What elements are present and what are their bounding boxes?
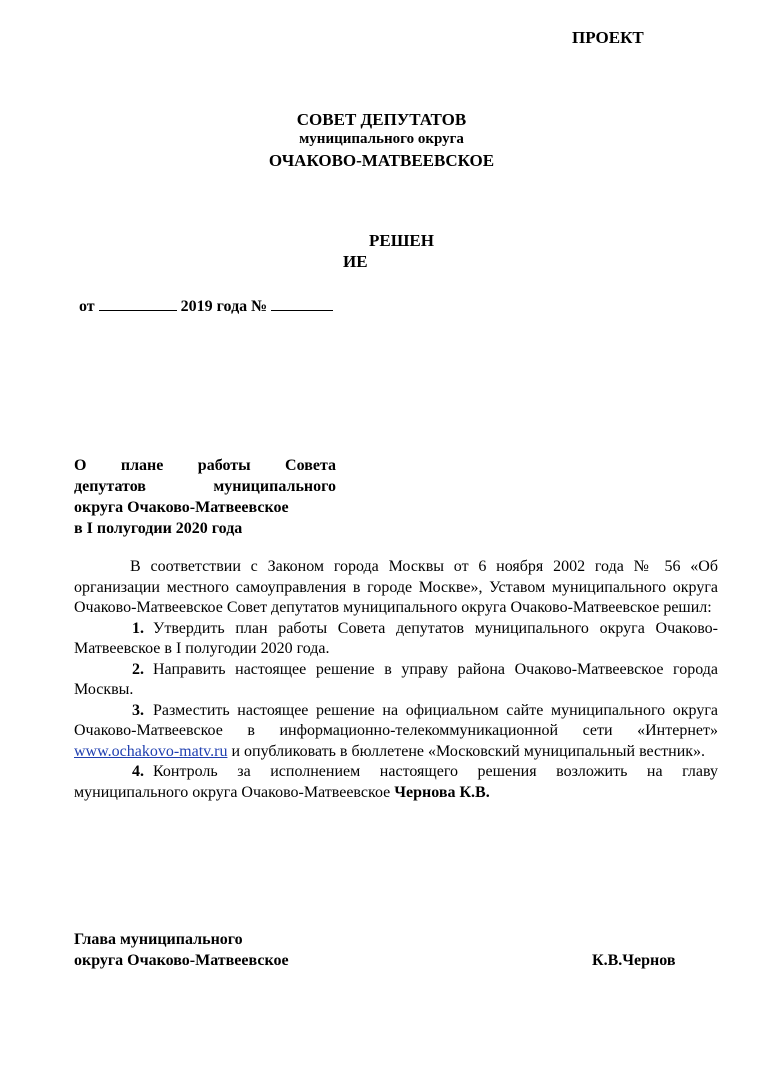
signature-district: округа Очаково-Матвеевское [74, 952, 289, 969]
decision-body [74, 557, 718, 803]
subject-line: округа Очаково-Матвеевское [74, 499, 289, 516]
council-title: СОВЕТ ДЕПУТАТОВ [296, 110, 467, 129]
intro-paragraph: В соответствии с Законом города Москвы от 6 ноября 2002 года № 56 «Об организации местного самоуправления в городе Москве», Уставом муниципального округа Очаково-Матвеевское Совет депутатов муниципального округа Очаково-Матвеевское решил: [74, 558, 718, 616]
subject-line: депутатов муниципального [74, 478, 336, 495]
decision-title-part1: РЕШЕН [369, 231, 434, 250]
council-district: ОЧАКОВО-МАТВЕЕВСКОЕ [268, 151, 495, 170]
item-text: Направить настоящее решение в управу района Очаково-Матвеевское города Москвы. [74, 660, 718, 698]
date-blank [99, 296, 177, 311]
responsible-person: Чернова К.В. [394, 783, 490, 801]
subject-line: в I полугодии 2020 года [74, 520, 243, 537]
list-item [74, 660, 718, 701]
signature-title: Глава муниципального [74, 931, 243, 948]
item-text: Контроль за исполнением настоящего решения возложить на главу муниципального округа Очаково-Матвеевское [74, 763, 718, 801]
date-middle: 2019 года № [180, 298, 268, 315]
list-item [74, 701, 718, 763]
item-number: 4. [132, 763, 144, 780]
item-number: 2. [132, 660, 144, 678]
decision-title-part2: ИЕ [343, 252, 368, 271]
decision-subject [74, 455, 336, 539]
item-text: и опубликовать в бюллетене «Московский муниципальный вестник». [231, 742, 706, 760]
date-line [79, 296, 333, 316]
item-text: Утвердить план работы Совета депутатов муниципального округа Очаково- Матвеевское в I полугодии 2020 года. [74, 619, 718, 657]
date-prefix: от [79, 298, 95, 315]
list-item [74, 762, 718, 803]
council-subtitle: муниципального округа [299, 131, 464, 147]
website-link[interactable]: www.ochakovo-matv.ru [74, 742, 228, 760]
subject-line: О плане работы Совета [74, 457, 336, 474]
signature-name: К.В.Чернов [592, 952, 676, 969]
item-text: Разместить настоящее решение на официальном сайте муниципального округа Очаково-Матвеевское в информационно-телекоммуникационной сети «Интернет» [74, 701, 718, 739]
item-number: 1. [132, 619, 144, 637]
item-number: 3. [132, 701, 144, 719]
list-item [74, 619, 718, 660]
project-label: ПРОЕКТ [572, 28, 644, 47]
number-blank [271, 296, 333, 311]
